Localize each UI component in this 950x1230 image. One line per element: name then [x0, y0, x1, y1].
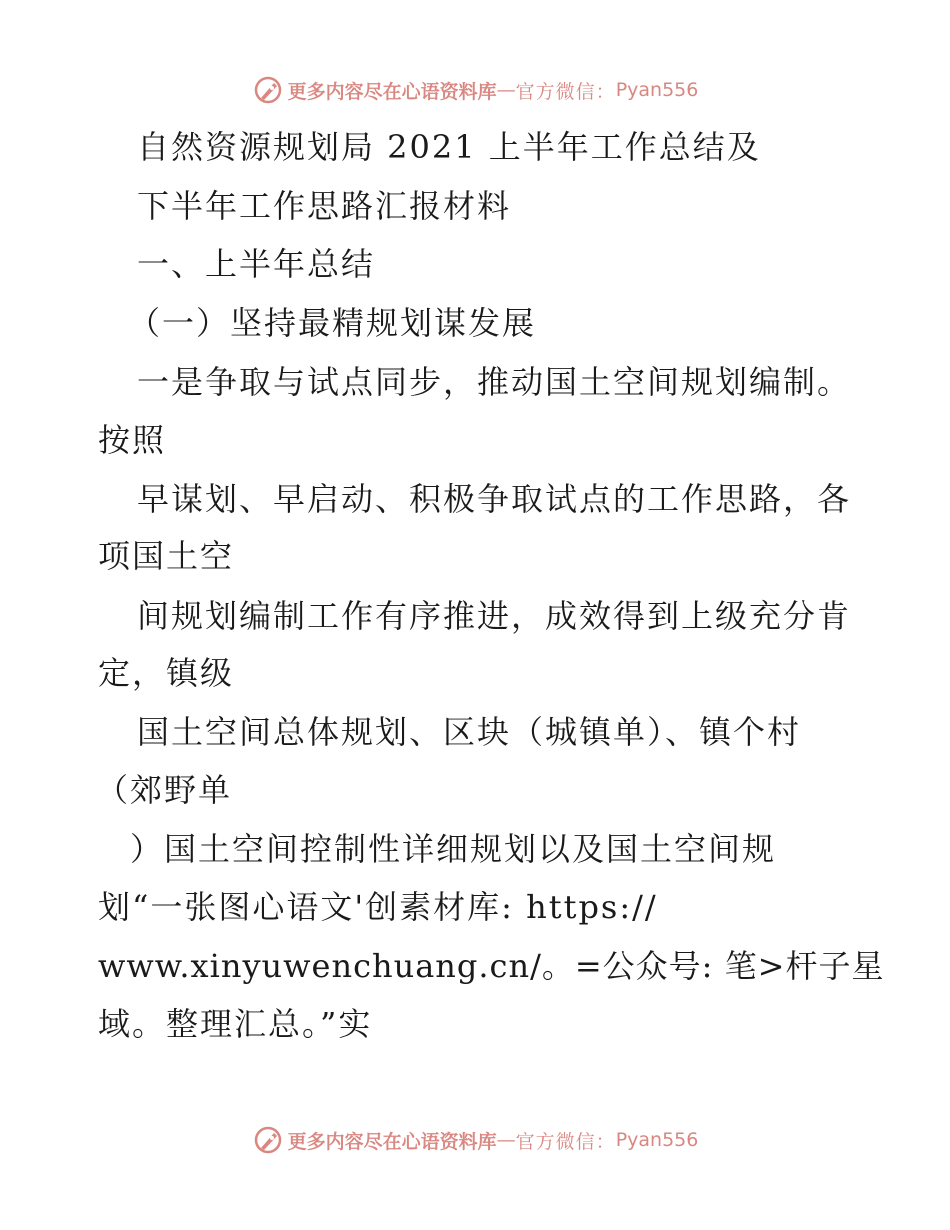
banner-main-text: 更多内容尽在心语资料库 — [287, 80, 497, 103]
paragraph-line: 项国土空 — [98, 537, 235, 575]
header-watermark-banner — [0, 70, 950, 110]
banner-main-text: 更多内容尽在心语资料库 — [287, 1130, 497, 1153]
pen-nib-logo-icon — [252, 1124, 284, 1156]
pen-nib-logo-icon — [252, 74, 284, 106]
paragraph-line: 划“一张图心语文'创素材库: https:// — [98, 888, 658, 926]
paragraph-line: 域。整理汇总。”实 — [98, 1005, 373, 1043]
banner-sub-text: 官方微信： — [515, 80, 616, 103]
paragraph-line: 国土空间总体规划、区块（城镇单）、镇个村 — [137, 713, 802, 751]
paragraph-line: 按照 — [98, 421, 167, 459]
banner-wechat-id: Pyan556 — [615, 79, 699, 101]
banner-wechat-id: Pyan556 — [615, 1129, 699, 1151]
banner-separator: — — [496, 79, 516, 101]
paragraph-line: 间规划编制工作有序推进，成效得到上级充分肯 — [137, 597, 852, 635]
paragraph-line: www.xinyuwenchuang.cn/。=公众号: 笔>杆子星 — [98, 947, 885, 985]
document-title-line-2: 下半年工作思路汇报材料 — [137, 187, 512, 225]
paragraph-line: 定，镇级 — [98, 654, 235, 692]
subsection-heading: （一）坚持最精规划谋发展 — [128, 304, 537, 342]
paragraph-line: ）国土空间控制性详细规划以及国土空间规 — [130, 830, 777, 868]
banner-separator: — — [496, 1129, 516, 1151]
banner-sub-text: 官方微信： — [515, 1130, 616, 1153]
paragraph-line: 一是争取与试点同步，推动国土空间规划编制。 — [137, 363, 852, 401]
paragraph-line: 早谋划、早启动、积极争取试点的工作思路，各 — [137, 480, 852, 518]
footer-watermark-banner — [0, 1120, 950, 1160]
section-heading: 一、上半年总结 — [137, 245, 376, 283]
document-title-line-1: 自然资源规划局 2021 上半年工作总结及 — [137, 128, 761, 166]
paragraph-line: （郊野单 — [96, 771, 233, 809]
